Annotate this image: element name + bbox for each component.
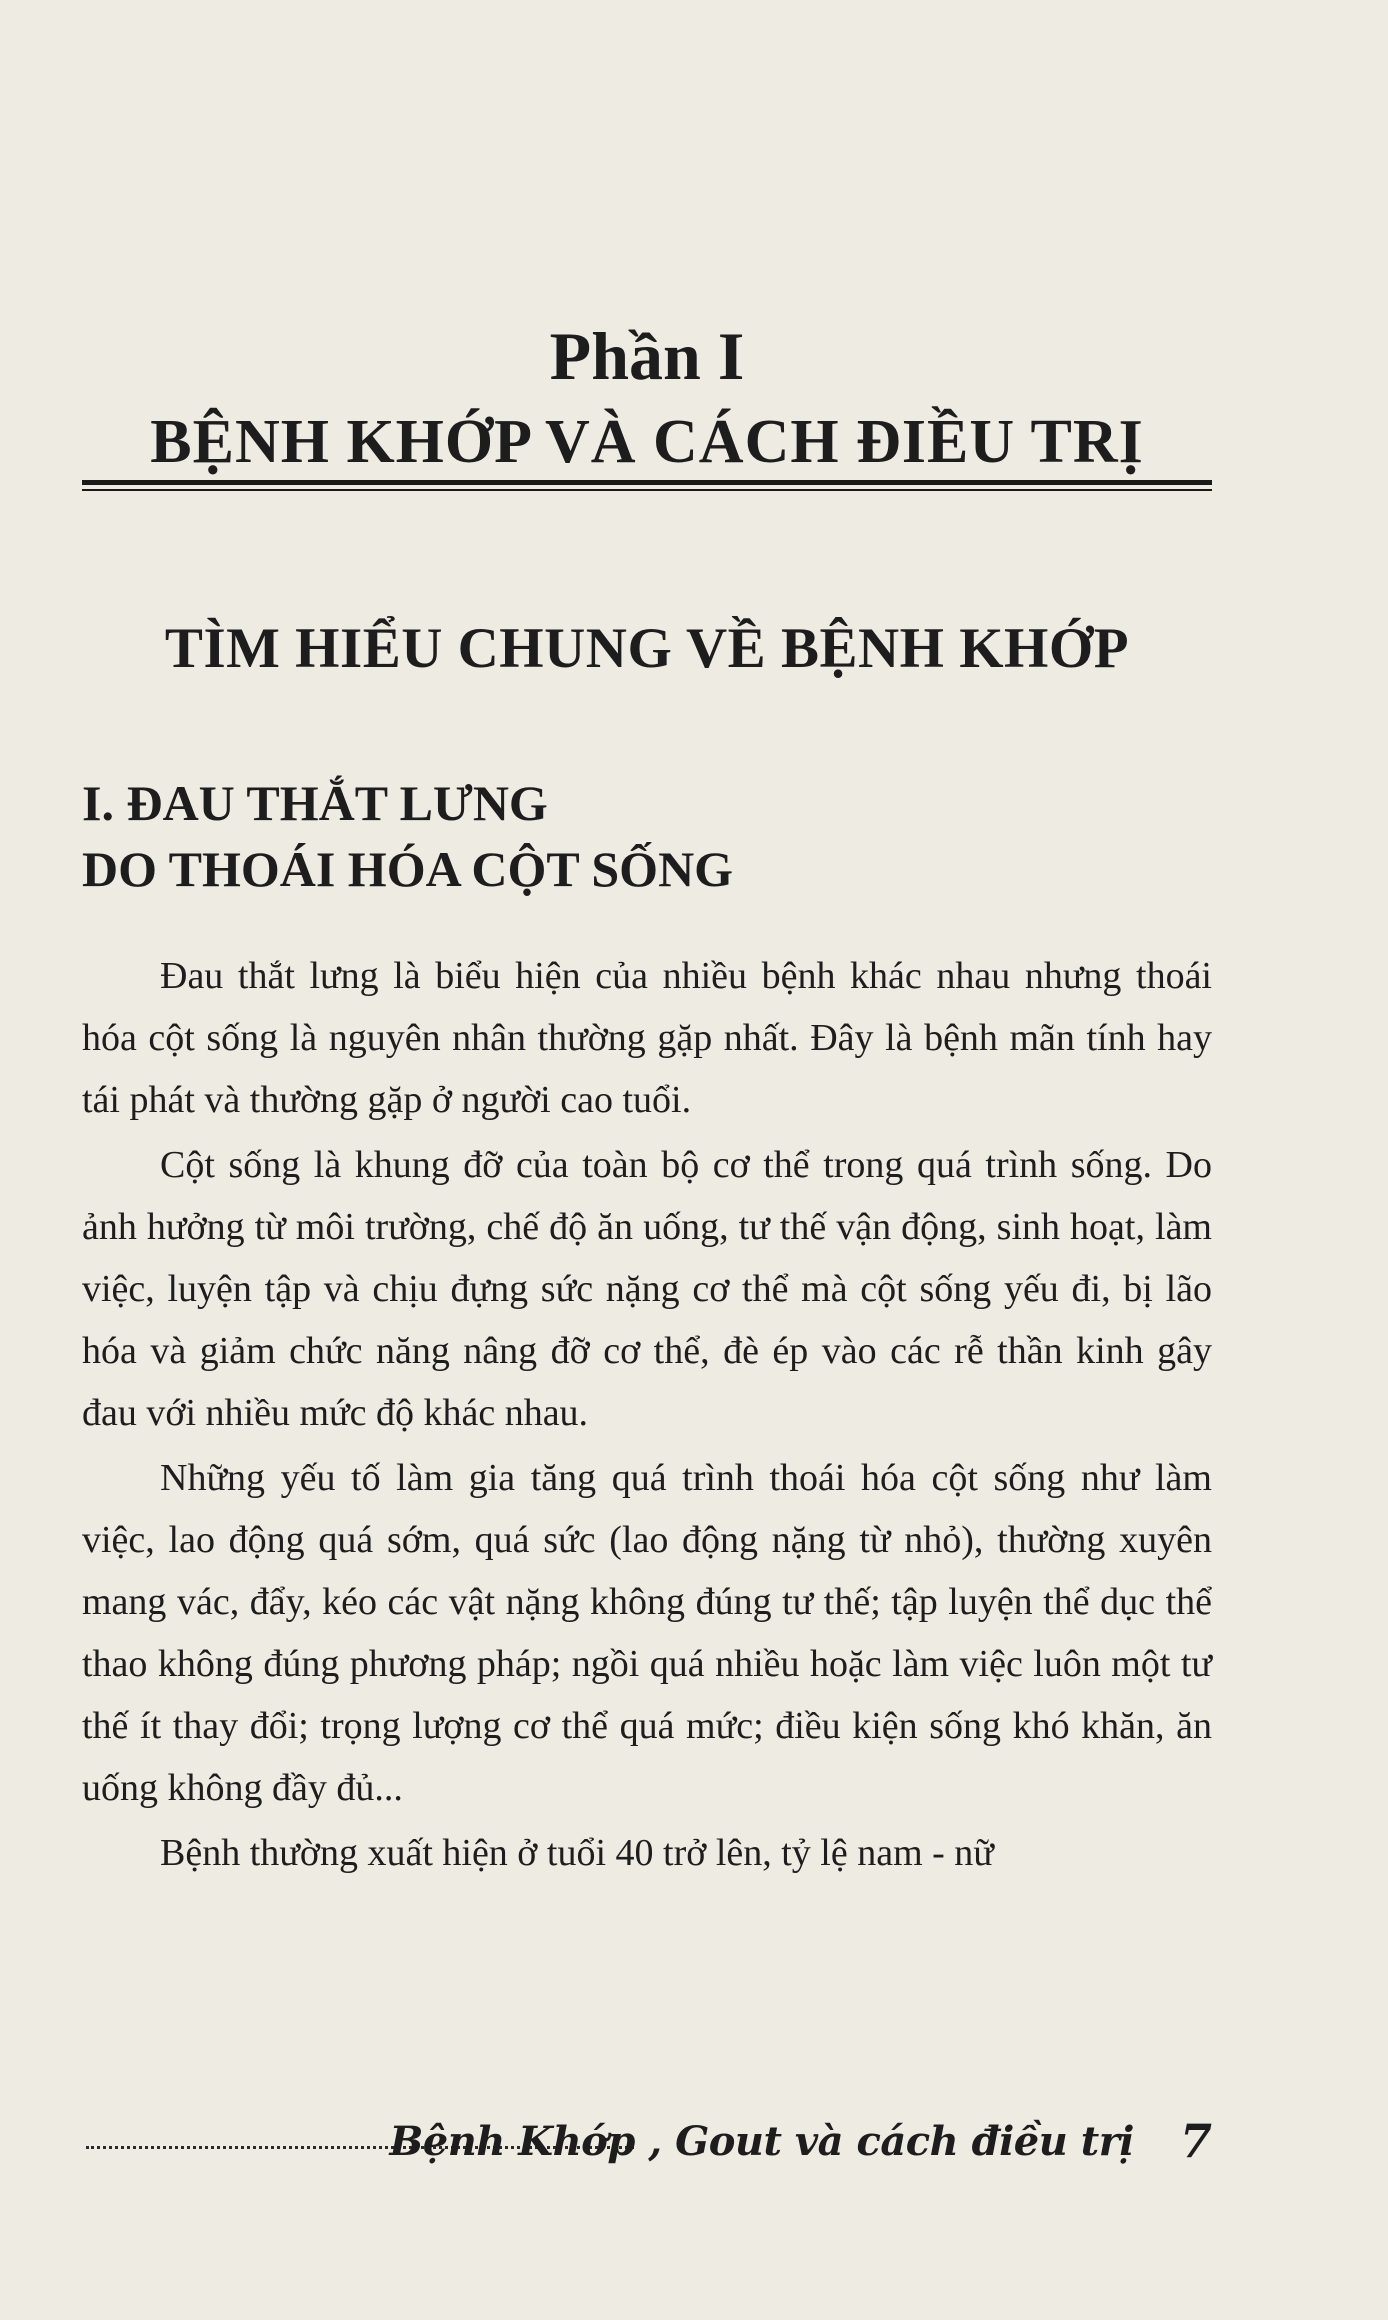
section-title-line-1: I. ĐAU THẮT LƯNG [82, 775, 548, 831]
paragraph: Những yếu tố làm gia tăng quá trình thoái hóa cột sống như làm việc, lao động quá sớm, quá sức (lao động nặng từ nhỏ), thường xuyên mang vác, đẩy, kéo các vật nặng không đúng tư thế; tập luyện thể dục thể thao không đúng phương pháp; ngồi quá nhiều hoặc làm việc luôn một tư thế ít thay đổi; trọng lượng cơ thể quá mức; điều kiện sống khó khăn, ăn uống không đầy đủ... [82, 1457, 1212, 1809]
title-rule-thick [82, 480, 1212, 485]
part-title: BỆNH KHỚP VÀ CÁCH ĐIỀU TRỊ [150, 408, 1144, 476]
chapter-title: TÌM HIỂU CHUNG VỀ BỆNH KHỚP [164, 617, 1130, 680]
part-number: Phần I [549, 318, 745, 394]
paragraph: Bệnh thường xuất hiện ở tuổi 40 trở lên, tỷ lệ nam - nữ [160, 1832, 994, 1874]
section-title [82, 770, 1212, 902]
title-rule-thin [82, 489, 1212, 491]
bleed-through-text [170, 150, 1220, 212]
paragraph: Cột sống là khung đỡ của toàn bộ cơ thể trong quá trình sống. Do ảnh hưởng từ môi trường, chế độ ăn uống, tư thế vận động, sinh hoạt, làm việc, luyện tập và chịu đựng sức nặng cơ thể mà cột sống yếu đi, bị lão hóa và giảm chức năng nâng đỡ cơ thể, đè ép vào các rễ thần kinh gây đau với nhiều mức độ khác nhau. [82, 1144, 1212, 1434]
footer-book-title: Bệnh Khớp , Gout và cách điều trị [389, 2118, 1134, 2165]
page-number: 7 [1179, 2114, 1212, 2168]
paragraph: Đau thắt lưng là biểu hiện của nhiều bệnh khác nhau nhưng thoái hóa cột sống là nguyên nhân thường gặp nhất. Đây là bệnh mãn tính hay tái phát và thường gặp ở người cao tuổi. [82, 955, 1212, 1121]
body-text [82, 945, 1212, 1884]
page-footer [82, 2110, 1212, 2180]
section-title-line-2: DO THOÁI HÓA CỘT SỐNG [82, 841, 734, 897]
